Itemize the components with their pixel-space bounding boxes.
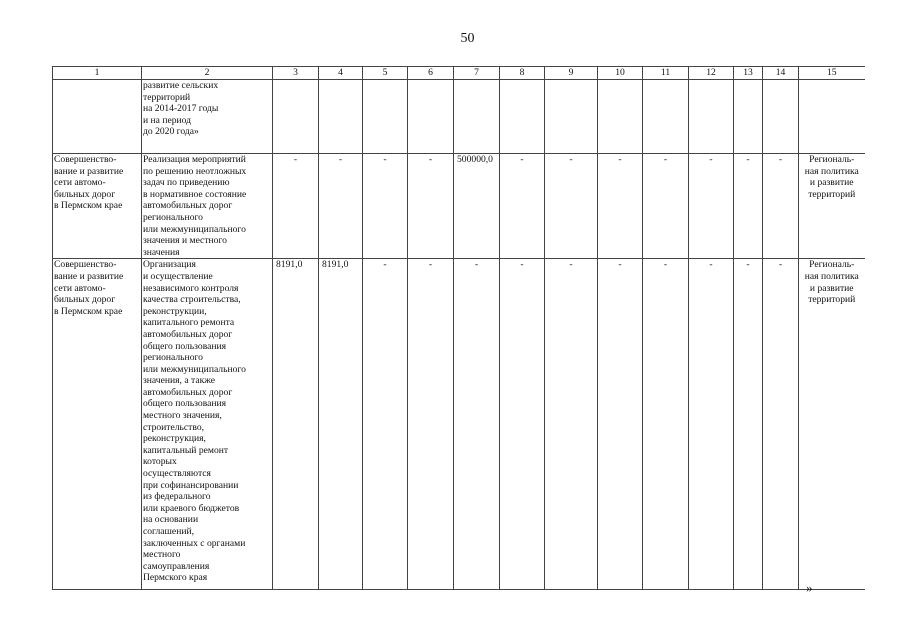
column-header: 13 xyxy=(734,67,763,80)
cell-value: - xyxy=(598,154,643,259)
cell-value: - xyxy=(273,154,319,259)
column-header: 5 xyxy=(363,67,408,80)
cell-value: 8191,0 xyxy=(273,259,319,590)
cell-value xyxy=(408,80,454,154)
cell-value xyxy=(689,80,734,154)
cell-measure: Реализация мероприятий по решению неотложных задач по приведению в нормативное состояние автомобильных дорог регионального или межмуниципального значения и местного значения xyxy=(142,154,273,259)
cell-value xyxy=(363,80,408,154)
cell-value: - xyxy=(545,154,598,259)
cell-value: - xyxy=(689,259,734,590)
cell-measure: развитие сельских территорий на 2014-2017 годы и на период до 2020 года» xyxy=(142,80,273,154)
program-table xyxy=(52,66,865,590)
cell-value: - xyxy=(500,259,545,590)
cell-program-name xyxy=(53,80,142,154)
cell-value: - xyxy=(734,259,763,590)
header-row xyxy=(53,67,865,80)
cell-measure: Организация и осуществление независимого контроля качества строительства, реконструкции, капитального ремонта автомобильных дорог общего пользования регионального или межмуниципального значения, а также автомобильных дорог общего пользования местного значения, строительство, реконструкция, капитальный ремонт которых осуществляются при софинансировании из федерального или краевого бюджетов на основании соглашений, заключенных с органами местного самоуправления Пермского края xyxy=(142,259,273,590)
column-header: 6 xyxy=(408,67,454,80)
cell-value: - xyxy=(500,154,545,259)
cell-responsible: Региональ- ная политика и развитие территорий xyxy=(799,259,865,590)
cell-value: - xyxy=(598,259,643,590)
cell-value: - xyxy=(734,154,763,259)
cell-responsible: Региональ- ная политика и развитие территорий xyxy=(799,154,865,259)
cell-value xyxy=(643,80,689,154)
column-header: 11 xyxy=(643,67,689,80)
column-header: 1 xyxy=(53,67,142,80)
column-header: 15 xyxy=(799,67,865,80)
cell-value: - xyxy=(643,154,689,259)
cell-value: - xyxy=(643,259,689,590)
closing-quote: » xyxy=(806,580,813,595)
column-header: 8 xyxy=(500,67,545,80)
cell-program-name: Совершенство- вание и развитие сети автомо- бильных дорог в Пермском крае xyxy=(53,154,142,259)
column-header: 7 xyxy=(454,67,500,80)
table-row xyxy=(53,80,865,154)
column-header: 2 xyxy=(142,67,273,80)
cell-value: - xyxy=(763,259,799,590)
cell-value: - xyxy=(363,259,408,590)
cell-value xyxy=(598,80,643,154)
cell-value: - xyxy=(363,154,408,259)
cell-value xyxy=(454,80,500,154)
cell-value: - xyxy=(689,154,734,259)
cell-value xyxy=(273,80,319,154)
cell-value: - xyxy=(408,154,454,259)
cell-value: - xyxy=(319,154,363,259)
cell-value: 500000,0 xyxy=(454,154,500,259)
cell-value xyxy=(500,80,545,154)
cell-responsible xyxy=(799,80,865,154)
table-row xyxy=(53,154,865,259)
column-header: 4 xyxy=(319,67,363,80)
cell-value: - xyxy=(763,154,799,259)
cell-value xyxy=(763,80,799,154)
cell-value xyxy=(734,80,763,154)
column-header: 3 xyxy=(273,67,319,80)
cell-value: - xyxy=(545,259,598,590)
cell-value: - xyxy=(454,259,500,590)
cell-value: - xyxy=(408,259,454,590)
cell-value xyxy=(545,80,598,154)
cell-program-name: Совершенство- вание и развитие сети автомо- бильных дорог в Пермском крае xyxy=(53,259,142,590)
cell-value xyxy=(319,80,363,154)
table-row xyxy=(53,259,865,590)
column-header: 9 xyxy=(545,67,598,80)
column-header: 10 xyxy=(598,67,643,80)
column-header: 14 xyxy=(763,67,799,80)
column-header: 12 xyxy=(689,67,734,80)
cell-value: 8191,0 xyxy=(319,259,363,590)
page-number: 50 xyxy=(460,31,475,46)
